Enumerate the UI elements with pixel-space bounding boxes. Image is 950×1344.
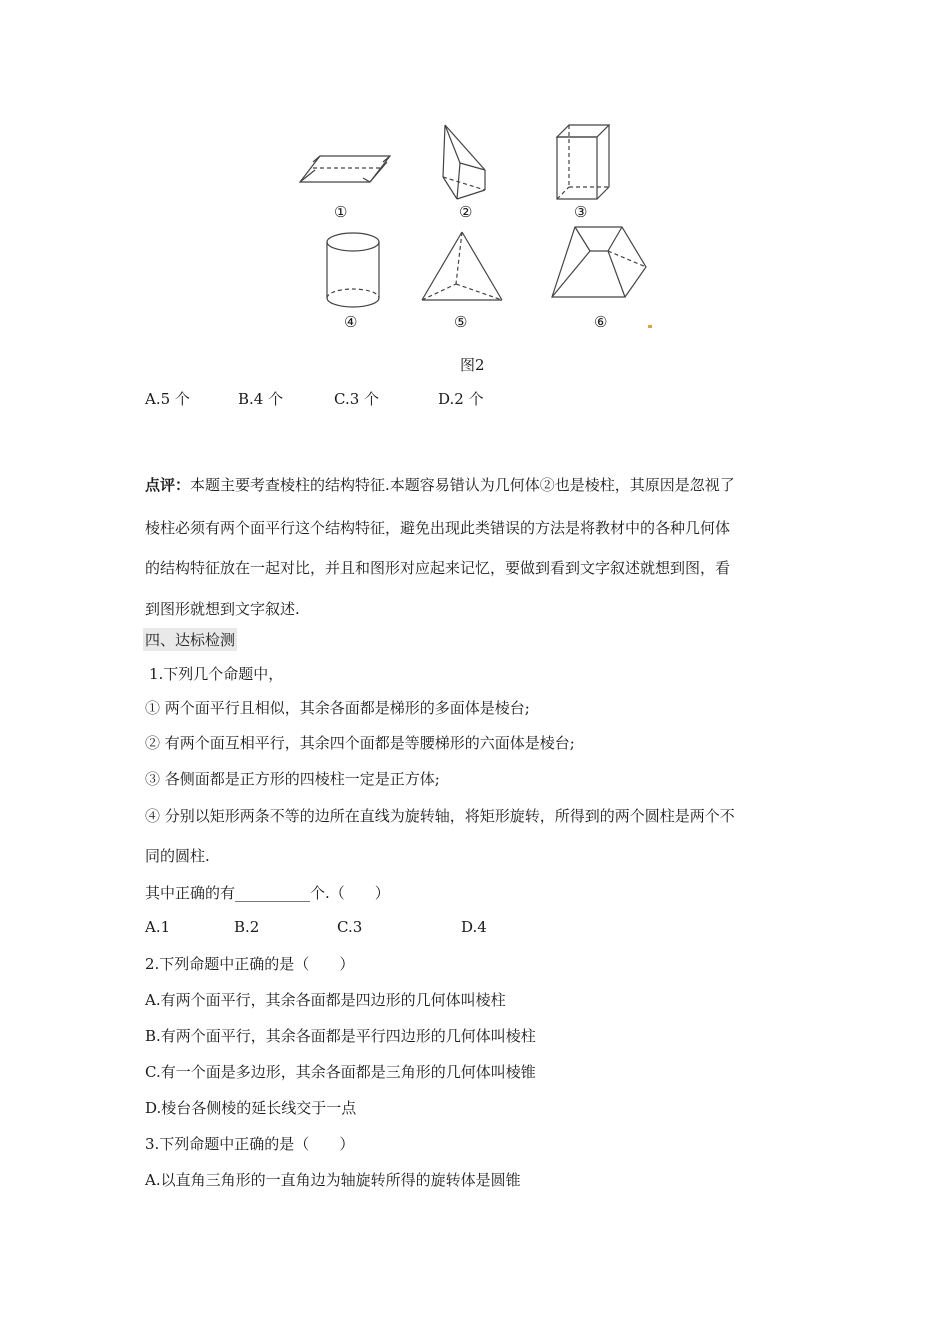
shape-label-4: ④	[344, 313, 358, 331]
q1-item-4-cont: 同的圆柱.	[145, 847, 210, 865]
q2-option-a: A.有两个面平行，其余各面都是四边形的几何体叫棱柱	[145, 991, 506, 1009]
q2-option-d: D.棱台各侧棱的延长线交于一点	[145, 1099, 357, 1117]
q0-option-b: B.4 个	[238, 390, 284, 408]
q0-option-d: D.2 个	[438, 390, 484, 408]
shape-label-1: ①	[334, 203, 348, 221]
comment-line-4: 到图形就想到文字叙述.	[145, 600, 300, 618]
stray-mark	[648, 325, 652, 328]
q1-option-d: D.4	[461, 918, 487, 936]
comment-label: 点评：	[145, 476, 191, 494]
pyramid-icon	[420, 232, 510, 307]
q1-item-2: ② 有两个面互相平行，其余四个面都是等腰梯形的六面体是棱台;	[145, 734, 575, 752]
q3-option-a: A.以直角三角形的一直角边为轴旋转所得的旋转体是圆锥	[145, 1171, 521, 1189]
q1-ask: 其中正确的有__________个.（ ）	[145, 884, 390, 902]
q3-stem: 3.下列命题中正确的是（ ）	[145, 1135, 355, 1153]
q0-option-c: C.3 个	[334, 390, 380, 408]
cylinder-icon	[325, 232, 385, 312]
wedge-solid-icon	[435, 125, 495, 205]
q1-option-b: B.2	[234, 918, 260, 936]
q1-item-1: ① 两个面平行且相似，其余各面都是梯形的多面体是棱台;	[145, 699, 530, 717]
q1-option-a: A.1	[145, 918, 171, 936]
shape-label-5: ⑤	[454, 313, 468, 331]
q0-option-a: A.5 个	[145, 390, 190, 408]
q1-stem: 1.下列几个命题中，	[149, 665, 284, 683]
q1-item-4: ④ 分别以矩形两条不等的边所在直线为旋转轴，将矩形旋转，所得到的两个圆柱是两个不	[145, 807, 735, 825]
frustum-icon	[550, 225, 655, 305]
oblique-prism-icon	[295, 150, 395, 190]
shape-label-2: ②	[459, 203, 473, 221]
comment-text: 本题主要考查棱柱的结构特征.本题容易错认为几何体②也是棱柱，其原因是忽视了	[190, 476, 735, 494]
q2-stem: 2.下列命题中正确的是（ ）	[145, 955, 355, 973]
q1-item-3: ③ 各侧面都是正方形的四棱柱一定是正方体;	[145, 770, 440, 788]
q1-option-c: C.3	[337, 918, 363, 936]
q2-option-b: B.有两个面平行，其余各面都是平行四边形的几何体叫棱柱	[145, 1027, 536, 1045]
comment-line-3: 的结构特征放在一起对比，并且和图形对应起来记忆，要做到看到文字叙述就想到图，看	[145, 559, 731, 577]
figure-caption: 图2	[460, 356, 485, 374]
comment-line-2: 棱柱必须有两个面平行这个结构特征，避免出现此类错误的方法是将教材中的各种几何体	[145, 519, 731, 537]
shape-label-3: ③	[574, 203, 588, 221]
q2-option-c: C.有一个面是多边形，其余各面都是三角形的几何体叫棱锥	[145, 1063, 536, 1081]
rectangular-prism-icon	[555, 125, 615, 205]
comment-line-1	[145, 474, 735, 495]
shape-label-6: ⑥	[594, 313, 608, 331]
section-title: 四、达标检测	[143, 628, 237, 651]
